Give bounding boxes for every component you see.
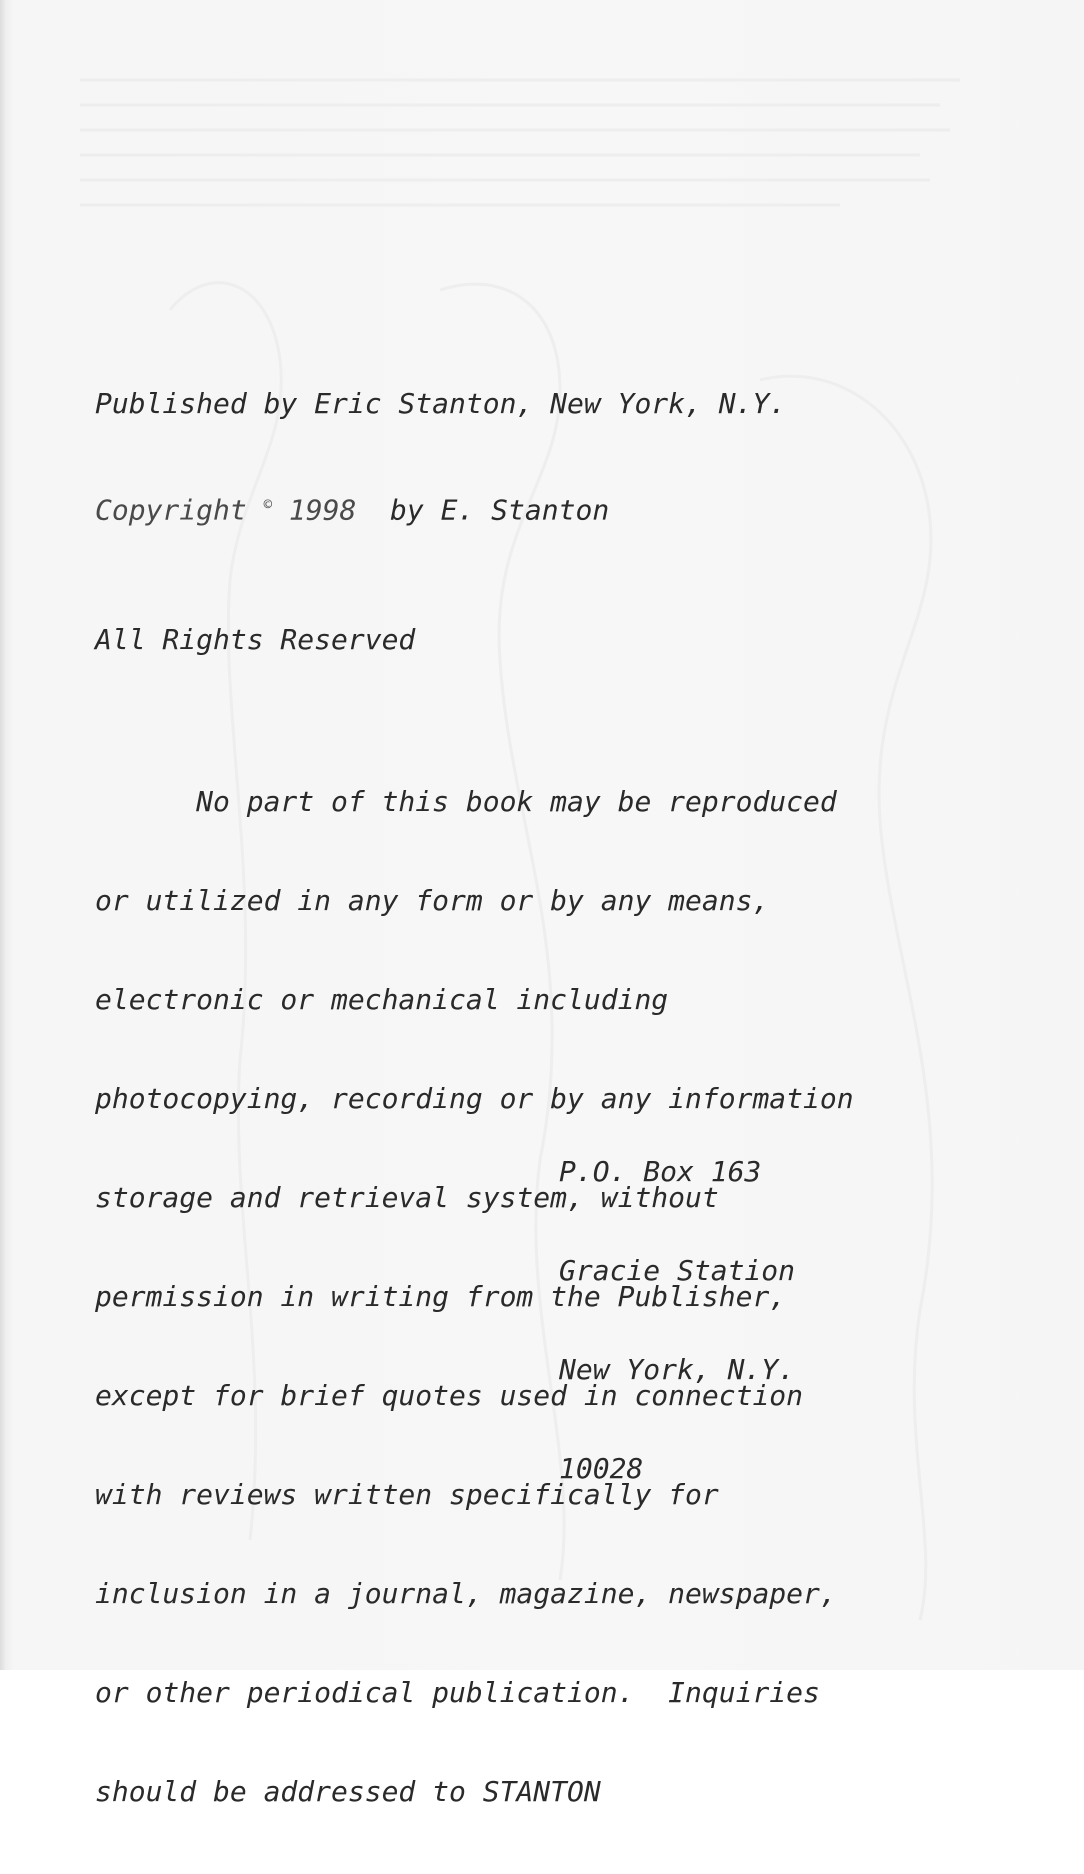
paragraph-line: photocopying, recording or by any information xyxy=(95,1082,854,1115)
paragraph-line: storage and retrieval system, without xyxy=(95,1181,719,1214)
copyright-prefix: Copyright xyxy=(95,493,247,527)
paragraph-line: except for brief quotes used in connection xyxy=(95,1379,804,1412)
address-line: Gracie Station xyxy=(559,1254,796,1287)
address-line: P.O. Box 163 xyxy=(559,1155,762,1188)
publisher-line: Published by Eric Stanton, New York, N.Y. xyxy=(95,387,787,420)
copyright-year: 1998 xyxy=(288,493,357,527)
mailing-address xyxy=(559,1089,795,1551)
paragraph-line: No part of this book may be reproduced xyxy=(95,785,837,818)
paragraph-line: or other periodical publication. Inquiries xyxy=(95,1676,820,1709)
paragraph-line: electronic or mechanical including xyxy=(95,983,669,1016)
rights-line: All Rights Reserved xyxy=(95,623,416,656)
copyright-holder: by E. Stanton xyxy=(390,493,610,527)
paragraph-line: should be addressed to STANTON xyxy=(95,1775,601,1808)
paragraph-line: inclusion in a journal, magazine, newspaper, xyxy=(95,1577,837,1610)
address-line: New York, N.Y. xyxy=(559,1353,796,1386)
copyright-line xyxy=(95,489,609,526)
paragraph-line: or utilized in any form or by any means, xyxy=(95,884,770,917)
paragraph-line: permission in writing from the Publisher, xyxy=(95,1280,787,1313)
address-line: 10028 xyxy=(559,1452,644,1485)
paragraph-line: with reviews written specifically for xyxy=(95,1478,719,1511)
copyright-symbol: © xyxy=(263,497,273,513)
